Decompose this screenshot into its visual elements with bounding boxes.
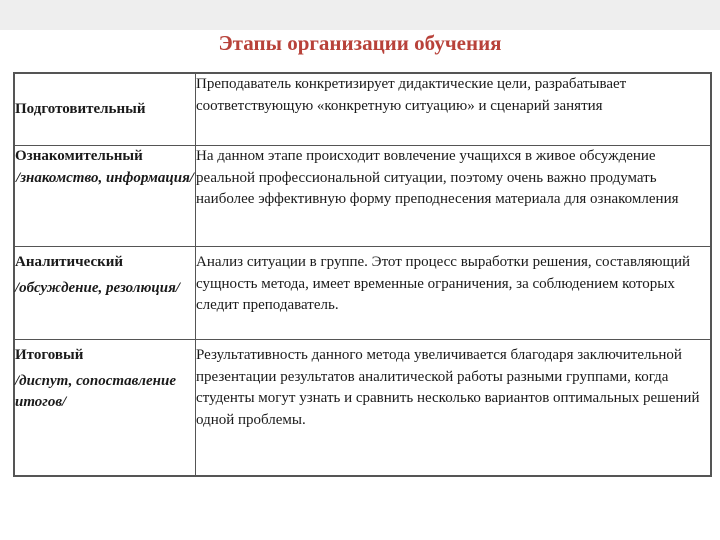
slide-top-bar: [0, 0, 720, 30]
stages-table: [13, 72, 712, 477]
stage-subtitle: /диспут, сопоставление итогов/: [15, 372, 176, 410]
stage-name: Ознакомительный: [15, 148, 143, 164]
stage-name: Подготовительный: [15, 100, 146, 117]
stage-cell: [14, 146, 196, 247]
stage-description: Преподаватель конкретизирует дидактические цели, разрабатывает соответствующую «конкретную ситуацию» и сценарий занятия: [196, 73, 712, 146]
table-row: [14, 146, 711, 247]
stage-description: Результативность данного метода увеличивается благодаря заключительной презентации результатов аналитической работы разными группами, когда студенты могут узнать и сравнить несколько вариантов оптимальных решений одной проблемы.: [196, 340, 712, 477]
stage-description: Анализ ситуации в группе. Этот процесс выработки решения, составляющий сущность метода, имеет временные ограничения, за соблюдением которых следит преподаватель.: [196, 247, 712, 340]
stage-subtitle: /обсуждение, резолюция/: [15, 279, 180, 296]
stage-name: Итоговый: [15, 347, 84, 363]
stage-cell: [14, 247, 196, 340]
stage-cell: [14, 340, 196, 477]
stage-cell: [14, 73, 196, 146]
table-row: [14, 73, 711, 146]
table-row: [14, 247, 711, 340]
stage-name: Аналитический: [15, 254, 124, 270]
stage-subtitle: /знакомство, информация/: [16, 169, 194, 186]
slide-title: Этапы организации обучения: [218, 31, 502, 55]
table-row: [14, 340, 711, 477]
stage-description: На данном этапе происходит вовлечение учащихся в живое обсуждение реальной профессиональной ситуации, поэтому очень важно продумать наиболее эффективную форму преподнесения материала для ознакомления: [196, 146, 712, 247]
